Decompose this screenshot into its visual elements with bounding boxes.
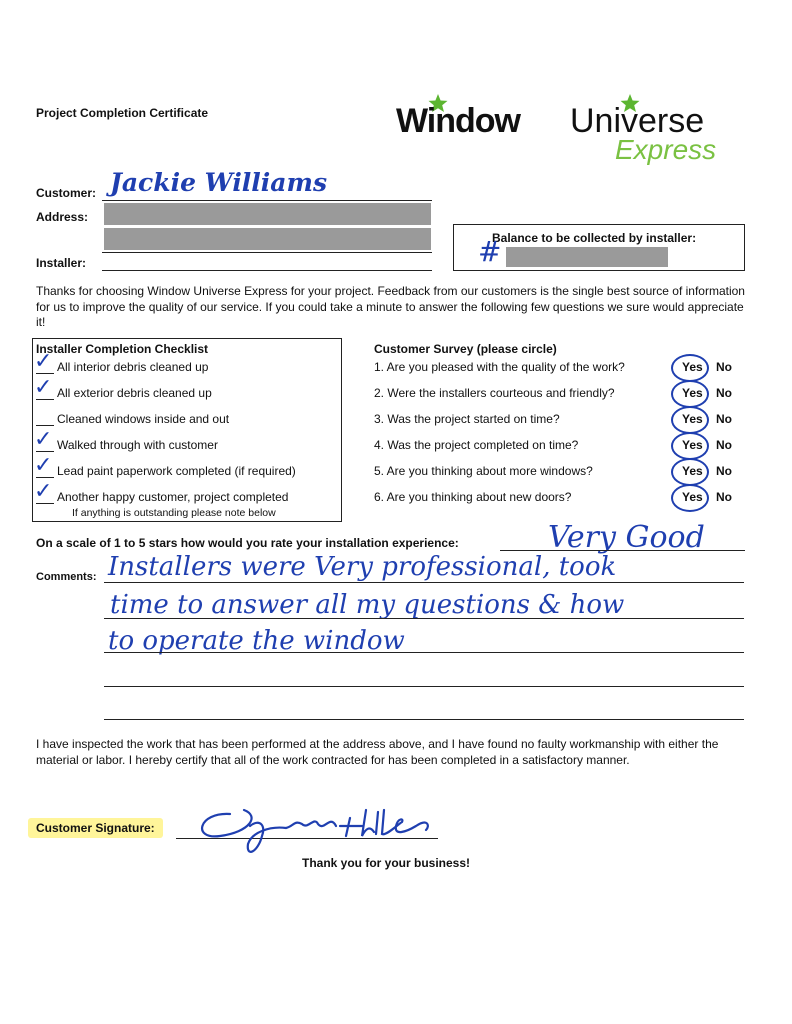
checklist-item (34, 453, 296, 478)
yes-option: Yes (682, 412, 703, 426)
customer-line (102, 200, 432, 201)
customer-label: Customer: (36, 186, 97, 200)
answer-circle-mark (671, 484, 709, 512)
no-option: No (716, 360, 732, 374)
survey-question: 5. Are you thinking about more windows? (374, 464, 593, 478)
customer-name: Jackie Williams (110, 168, 328, 197)
brand-subtitle: Express (615, 134, 717, 165)
survey-question: 1. Are you pleased with the quality of the work? (374, 360, 625, 374)
balance-hash-mark: # (478, 235, 502, 268)
checklist-item-label: All interior debris cleaned up (57, 360, 209, 374)
survey-question: 6. Are you thinking about new doors? (374, 490, 572, 504)
signature-scribble (190, 796, 450, 860)
answer-circle-mark (671, 354, 709, 382)
answer-circle-mark (671, 432, 709, 460)
comment-rule (104, 686, 744, 687)
checklist-item-label: Lead paint paperwork completed (if required) (57, 464, 296, 478)
no-option: No (716, 438, 732, 452)
checklist-item-label: All exterior debris cleaned up (57, 386, 212, 400)
yes-option: Yes (682, 490, 703, 504)
comments-label: Comments: (36, 571, 97, 583)
thank-you-footer: Thank you for your business! (302, 856, 471, 870)
yes-option: Yes (682, 438, 703, 452)
checklist-note: If anything is outstanding please note below (72, 507, 276, 519)
address-line (102, 252, 432, 253)
checkmark-icon: ✓ (34, 349, 53, 374)
no-option: No (716, 490, 732, 504)
answer-circle-mark (671, 380, 709, 408)
comment-rule (104, 582, 744, 583)
installer-label: Installer: (36, 256, 87, 270)
checklist-item (34, 427, 218, 452)
page-title: Project Completion Certificate (36, 106, 209, 120)
installer-line (102, 270, 432, 271)
survey-question: 4. Was the project completed on time? (374, 438, 579, 452)
checklist-item-label: Another happy customer, project completed (57, 490, 289, 504)
checklist-item-label: Walked through with customer (57, 438, 218, 452)
checklist-title: Installer Completion Checklist (36, 342, 209, 356)
survey-question: 2. Were the installers courteous and friendly? (374, 386, 615, 400)
no-option: No (716, 412, 732, 426)
company-logo (396, 92, 736, 172)
rating-line (500, 550, 745, 551)
yes-option: Yes (682, 464, 703, 478)
yes-option: Yes (682, 386, 703, 400)
rating-answer: Very Good (548, 520, 705, 555)
balance-label: Balance to be collected by installer: (492, 231, 697, 245)
rating-question: On a scale of 1 to 5 stars how would you rate your installation experience: (36, 536, 459, 550)
checklist-item (34, 375, 212, 400)
redacted-balance (506, 247, 668, 267)
checkmark-icon: ✓ (34, 453, 53, 478)
answer-circle-mark (671, 406, 709, 434)
comment-rule (104, 652, 744, 653)
answer-circle-mark (671, 458, 709, 486)
address-label: Address: (36, 210, 89, 224)
checkmark-icon: ✓ (34, 427, 53, 452)
checkmark-icon: ✓ (34, 479, 53, 504)
redacted-address-line-2 (104, 228, 431, 250)
survey-question: 3. Was the project started on time? (374, 412, 560, 426)
yes-option: Yes (682, 360, 703, 374)
redacted-address-line-1 (104, 203, 431, 225)
checklist-item-label: Cleaned windows inside and out (57, 412, 230, 426)
brand-name-bold: Window (396, 102, 520, 140)
comment-line-1: Installers were Very professional, took (108, 552, 617, 582)
intro-paragraph: Thanks for choosing Window Universe Express for your project. Feedback from our customers is the single best source of information for us to improve the quality of our service. If you could take a minute to answer the following few questions we sure would appreciate it! (36, 284, 745, 329)
comment-rule (104, 719, 744, 720)
comment-line-2: time to answer all my questions & how (110, 590, 625, 620)
balance-box (453, 224, 745, 271)
no-option: No (716, 386, 732, 400)
signature-label: Customer Signature: (28, 818, 163, 838)
no-option: No (716, 464, 732, 478)
comment-line-3: to operate the window (108, 626, 405, 656)
checkmark-icon: ✓ (34, 375, 53, 400)
certification-paragraph: I have inspected the work that has been performed at the address above, and I have found no faulty workmanship with either the material or labor. I hereby certify that all of the work contracted for has been completed in a satisfactory manner. (36, 737, 719, 767)
checklist-item (36, 412, 229, 426)
survey-title: Customer Survey (please circle) (374, 342, 557, 356)
comment-rule (104, 618, 744, 619)
checklist-item (34, 479, 289, 504)
brand-name-light: Universe (570, 102, 705, 140)
